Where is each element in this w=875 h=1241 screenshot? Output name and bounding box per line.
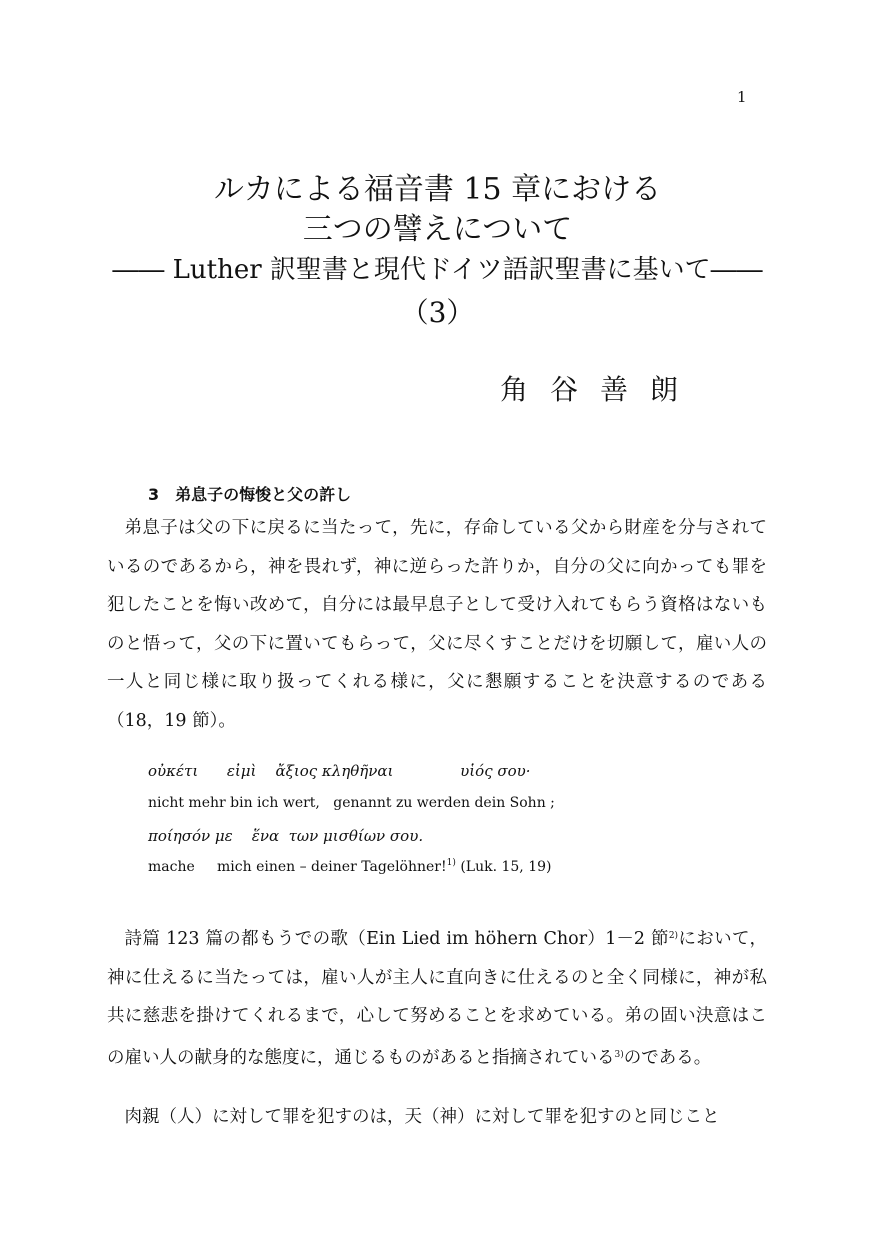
greek-quote-line-1: οὐκέτι εἰμὶ ἄξιος κληθῆναι υἱός σου· — [148, 762, 531, 780]
german-quote-line-2-text: mache mich einen – deiner Tagelöhner! — [148, 859, 447, 875]
footnote-ref-3: 3) — [614, 1049, 624, 1060]
title-line-1: ルカによる福音書 15 章における — [213, 172, 662, 207]
greek-quote-line-2: ποίησόν με ἕνα των μισθίων σου. — [148, 827, 424, 845]
footnote-ref-2: 2) — [668, 931, 679, 941]
paragraph-2-part-1: 詩篇 123 篇の都もうでの歌（Ein Lied im höhern Chor）1－2 節 — [124, 929, 669, 949]
footnote-ref-1: 1) — [446, 858, 456, 868]
page-number: 1 — [737, 88, 747, 106]
section-heading: 3 弟息子の悔悛と父の許し — [148, 485, 352, 504]
german-quote-line-1: nicht mehr bin ich wert, genannt zu werden dein Sohn ; — [148, 795, 555, 811]
subtitle: ―― Luther 訳聖書と現代ドイツ語訳聖書に基いて―― — [112, 255, 763, 285]
german-quote-line-2 — [148, 858, 551, 875]
paragraph-2 — [107, 917, 767, 1077]
paragraph-2-part-2: において，神に仕えるに当たっては，雇い人が主人に直向きに仕えるのと全く同様に，神が私共に慈悲を掛けてくれるまで，心して努めることを求めている。弟の固い決意はこの雇い人の献身的な態度に，通じるものがあると指摘されている — [107, 929, 767, 1068]
bible-reference: (Luk. 15, 19) — [455, 859, 552, 875]
author-name: 角谷善朗 — [500, 373, 701, 406]
title-line-2: 三つの譬えについて — [302, 212, 573, 247]
paragraph-3: 肉親（人）に対して罪を犯すのは，天（神）に対して罪を犯すのと同じこと — [124, 1107, 720, 1127]
paragraph-1: 弟息子は父の下に戻るに当たって，先に，存命している父から財産を分与されているのであるから，神を畏れず，神に逆らった許りか，自分の父に向かっても罪を犯したことを悔い改めて，自分には最早息子として受け入れてもらう資格はないものと悟って，父の下に置いてもらって，父に尽くすことだけを切願して，雇い人の一人と同じ様に取り扱ってくれる様に，父に懇願することを決意するのである（18，19 節）。 — [107, 518, 767, 731]
paragraph-2-part-3: のである。 — [623, 1047, 712, 1068]
part-number: （3） — [400, 296, 475, 329]
